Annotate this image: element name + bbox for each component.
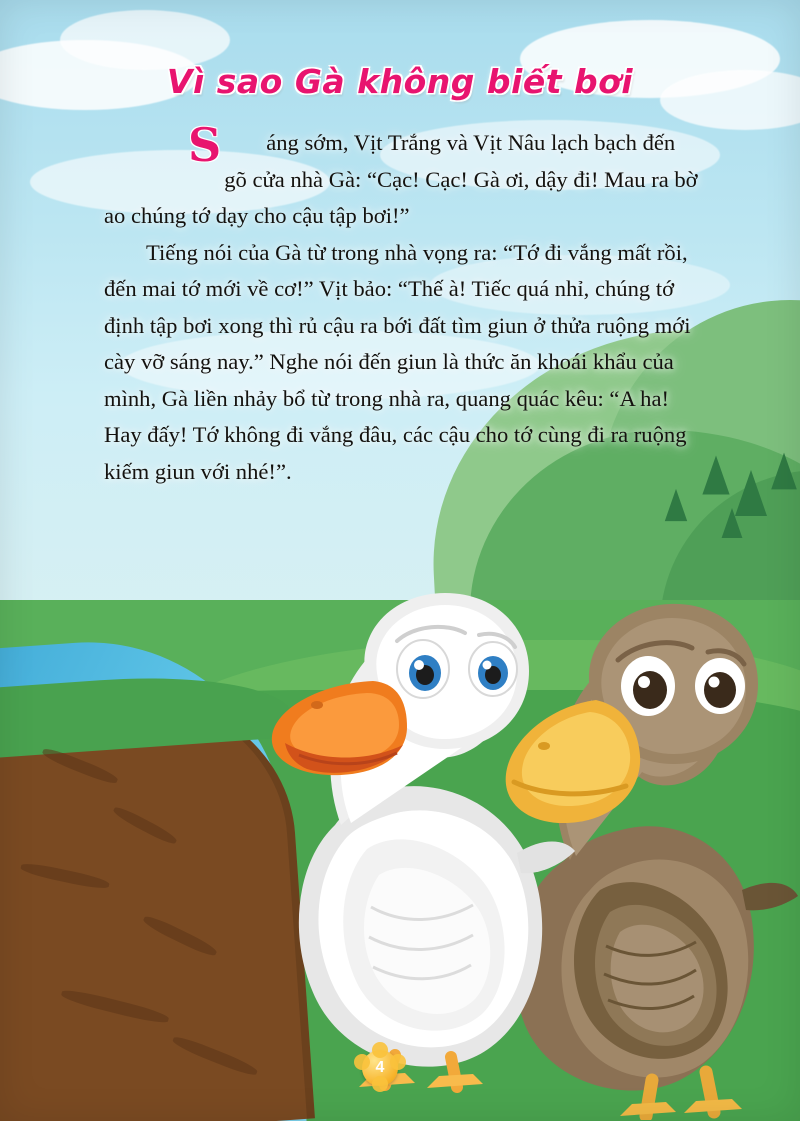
badge-petal xyxy=(390,1054,406,1070)
white-duck xyxy=(255,585,585,1095)
drop-cap: S xyxy=(188,118,222,172)
page-title: Vì sao Gà không biết bơi xyxy=(166,62,634,101)
story-body xyxy=(0,118,800,490)
badge-petal xyxy=(372,1076,388,1092)
page-number-text: 4 xyxy=(375,1059,385,1076)
story-paragraph-1-text: áng sớm, Vịt Trắng và Vịt Nâu lạch bạch đến gõ cửa nhà Gà: “Cạc! Cạc! Gà ơi, dậy đi! Mau ra bờ ao chúng tớ dạy cho cậu tập bơi!” xyxy=(104,130,698,228)
story-paragraph-2: Tiếng nói của Gà từ trong nhà vọng ra: “Tớ đi vắng mất rồi, đến mai tớ mới về cơ!” Vịt bảo: “Thế à! Tiếc quá nhỉ, chúng tớ định tập bơi xong thì rủ cậu ra bới đất tìm giun ở thửa ruộng mới cày vỡ sáng nay.” Nghe nói đến giun là thức ăn khoái khẩu của mình, Gà liền nhảy bổ từ trong nhà ra, quang quác kêu: “A ha! Hay đấy! Tớ không đi vắng đâu, các cậu cho tớ cùng đi ra ruộng kiếm giun với nhé!”. xyxy=(104,239,691,484)
badge-petal xyxy=(372,1042,388,1058)
story-text-block xyxy=(0,0,800,490)
tree-icon xyxy=(722,508,743,538)
story-paragraph-1 xyxy=(104,118,698,235)
badge-petal xyxy=(354,1054,370,1070)
tree-icon xyxy=(665,489,687,521)
page-number-badge xyxy=(362,1050,398,1086)
